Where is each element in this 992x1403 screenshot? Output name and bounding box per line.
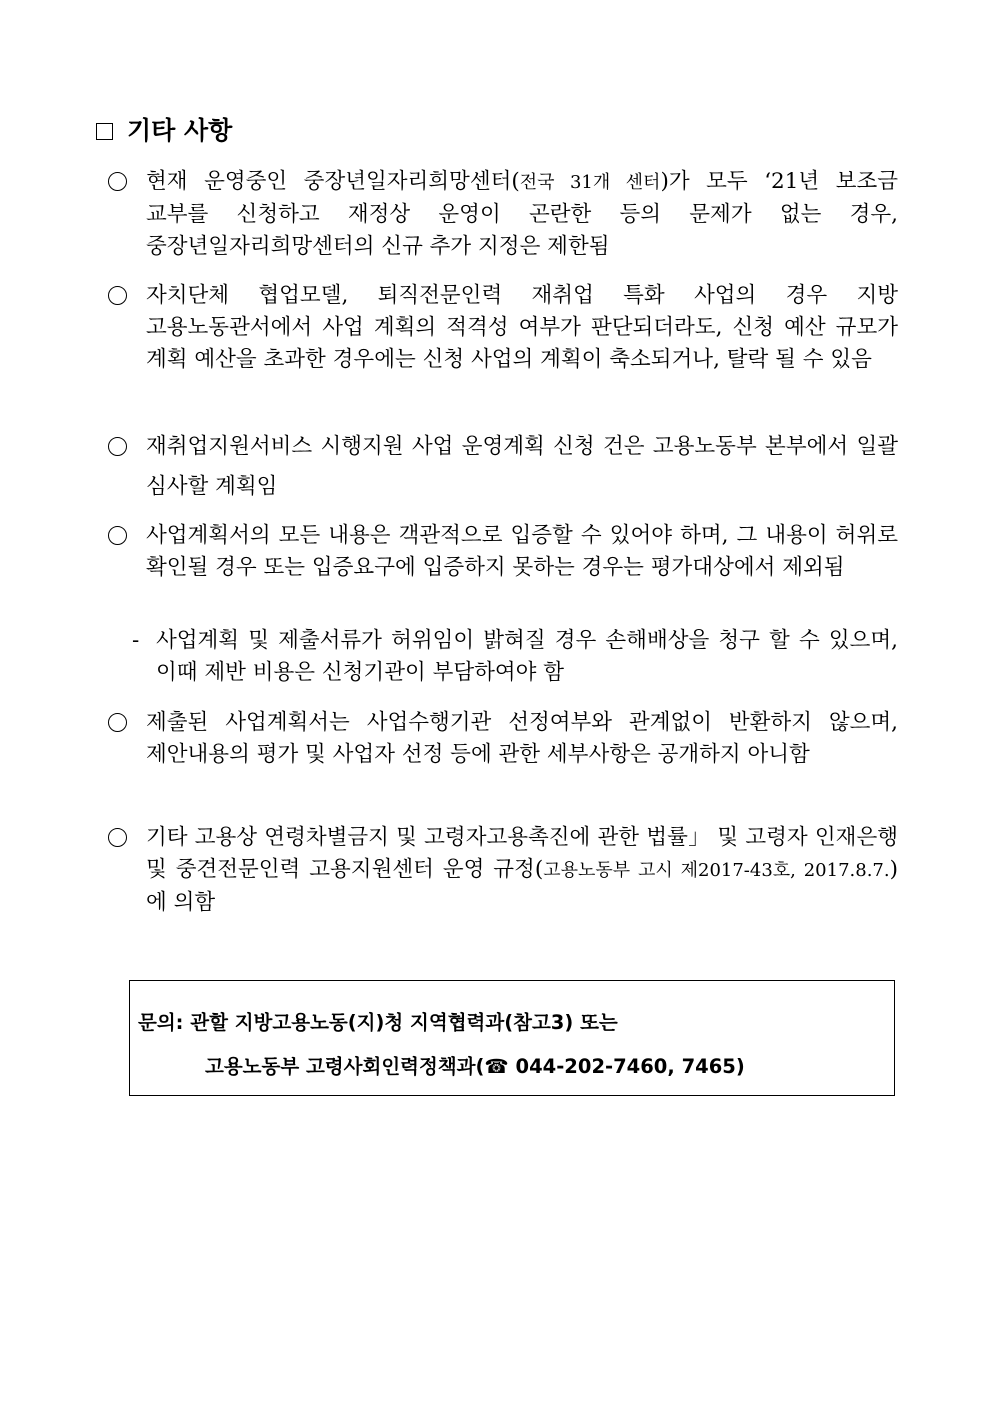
section-title: 기타 사항 bbox=[127, 116, 233, 145]
circle-bullet-icon bbox=[108, 526, 127, 545]
circle-bullet-icon bbox=[108, 828, 127, 847]
list-item-text: 현재 운영중인 중장년일자리희망센터(전국 31개 센터)가 모두 ‘21년 보조금 교부를 신청하고 재정상 운영이 곤란한 등의 문제가 없는 경우, 중장년일자리희망센터의 신규 추가 지정은 제한됨 bbox=[146, 169, 899, 259]
list-item bbox=[108, 427, 898, 507]
contact-box bbox=[129, 980, 895, 1096]
list-item-text: 사업계획서의 모든 내용은 객관적으로 입증할 수 있어야 하며, 그 내용이 허위로 확인될 경우 또는 입증요구에 입증하지 못하는 경우는 평가대상에서 제외됨 bbox=[146, 523, 898, 580]
checkbox-icon bbox=[96, 123, 113, 140]
list-item bbox=[108, 707, 898, 771]
list-item bbox=[108, 822, 898, 919]
circle-bullet-icon bbox=[108, 713, 127, 732]
circle-bullet-icon bbox=[108, 172, 127, 191]
contact-line-2: 고용노동부 고령사회인력정책과(☎ 044-202-7460, 7465) bbox=[205, 1055, 745, 1078]
contact-line-1: 문의: 관할 지방고용노동(지)청 지역협력과(참고3) 또는 bbox=[138, 1011, 618, 1034]
list-item bbox=[108, 520, 898, 584]
list-item-text: 재취업지원서비스 시행지원 사업 운영계획 신청 건은 고용노동부 본부에서 일괄 심사할 계획임 bbox=[146, 434, 898, 499]
phone-icon: ☎ bbox=[484, 1055, 509, 1078]
circle-bullet-icon bbox=[108, 437, 127, 456]
list-item-text: 자치단체 협업모델, 퇴직전문인력 재취업 특화 사업의 경우 지방 고용노동관서에서 사업 계획의 적격성 여부가 판단되더라도, 신청 예산 규모가 계획 예산을 초과한 경우에는 신청 사업의 계획이 축소되거나, 탈락 될 수 있음 bbox=[146, 283, 898, 372]
list-item-text: 기타 고용상 연령차별금지 및 고령자고용촉진에 관한 법률」 및 고령자 인재은행 및 중견전문인력 고용지원센터 운영 규정(고용노동부 고시 제2017-43호, 2017.8.7.)에 의함 bbox=[146, 825, 898, 915]
circle-bullet-icon bbox=[108, 286, 127, 305]
list-item bbox=[108, 166, 898, 263]
dash-bullet: - bbox=[132, 628, 140, 653]
sub-list-item bbox=[132, 625, 898, 689]
sub-list-item-text: 사업계획 및 제출서류가 허위임이 밝혀질 경우 손해배상을 청구 할 수 있으며, 이때 제반 비용은 신청기관이 부담하여야 함 bbox=[156, 628, 898, 685]
list-item-text: 제출된 사업계획서는 사업수행기관 선정여부와 관계없이 반환하지 않으며, 제안내용의 평가 및 사업자 선정 등에 관한 세부사항은 공개하지 아니함 bbox=[146, 710, 898, 767]
list-item bbox=[108, 280, 898, 376]
section-heading bbox=[96, 113, 232, 149]
